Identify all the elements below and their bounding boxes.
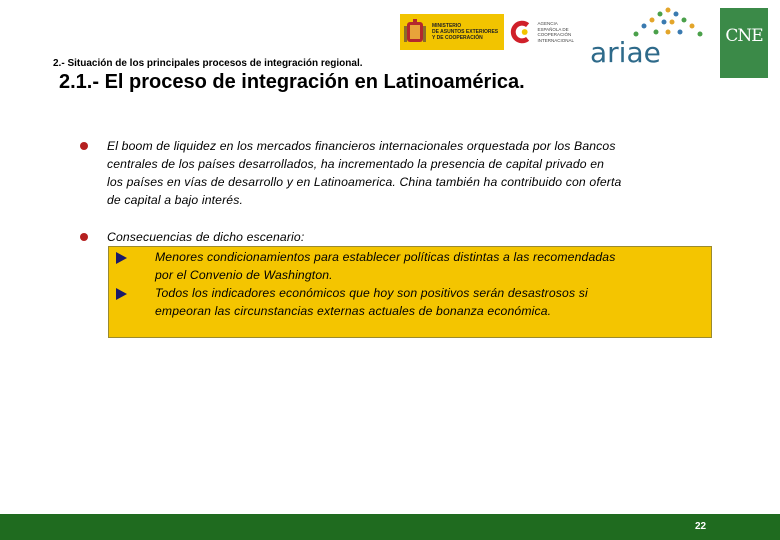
aecid-text: AGENCIA ESPAÑOLA DE COOPERACIÓN INTERNACIONAL <box>537 21 574 43</box>
subbullet-1-line: por el Convenio de Washington. <box>155 268 333 282</box>
ministerio-text: MINISTERIO DE ASUNTOS EXTERIORES Y DE COOPERACIÓN <box>432 23 499 41</box>
bullet-1-line: El boom de liquidez en los mercados financieros internacionales orquestada por los Bancos <box>107 139 616 153</box>
subbullet-2-line: empeoran las circunstancias externas actuales de bonanza económica. <box>155 304 552 318</box>
aecid-logo <box>510 16 574 48</box>
ariae-wordmark: ariae <box>590 36 661 69</box>
bullet-dot <box>80 142 88 150</box>
cne-logo <box>720 8 768 78</box>
subbullet-text-2 <box>155 284 715 320</box>
subbullet-text-1 <box>155 248 715 284</box>
subbullet-1-line: Menores condicionamientos para establecer políticas distintas a las recomendadas <box>155 250 616 264</box>
section-subtitle: 2.- Situación de los principales procesos de integración regional. <box>53 58 363 69</box>
bullet-text-2 <box>107 228 737 246</box>
page-title: 2.1.- El proceso de integración en Latinoamérica. <box>59 71 525 93</box>
arrow-right-icon <box>116 288 127 300</box>
logo-strip <box>398 6 780 81</box>
subbullet-2-line: Todos los indicadores económicos que hoy son positivos serán desastrosos si <box>155 286 588 300</box>
bullet-dot <box>80 233 88 241</box>
arrow-right-icon <box>116 252 127 264</box>
footer-bar <box>0 514 780 540</box>
cne-wordmark: CNE <box>725 26 763 46</box>
bullet-text-1 <box>107 137 737 209</box>
bullet-1-line: los países en vías de desarrollo y en Latinoamerica. China también ha contribuido con oferta <box>107 175 622 189</box>
bullet-1-line: centrales de los países desarrollados, ha incrementado la presencia de capital privado en <box>107 157 605 171</box>
coat-of-arms-icon <box>404 18 426 46</box>
ariae-logo <box>588 6 718 76</box>
aecid-c-icon <box>510 20 533 44</box>
page-number: 22 <box>695 521 707 532</box>
bullet-2-line: Consecuencias de dicho escenario: <box>107 230 305 244</box>
bullet-1-line: de capital a bajo interés. <box>107 193 244 207</box>
ministerio-logo <box>400 14 504 50</box>
